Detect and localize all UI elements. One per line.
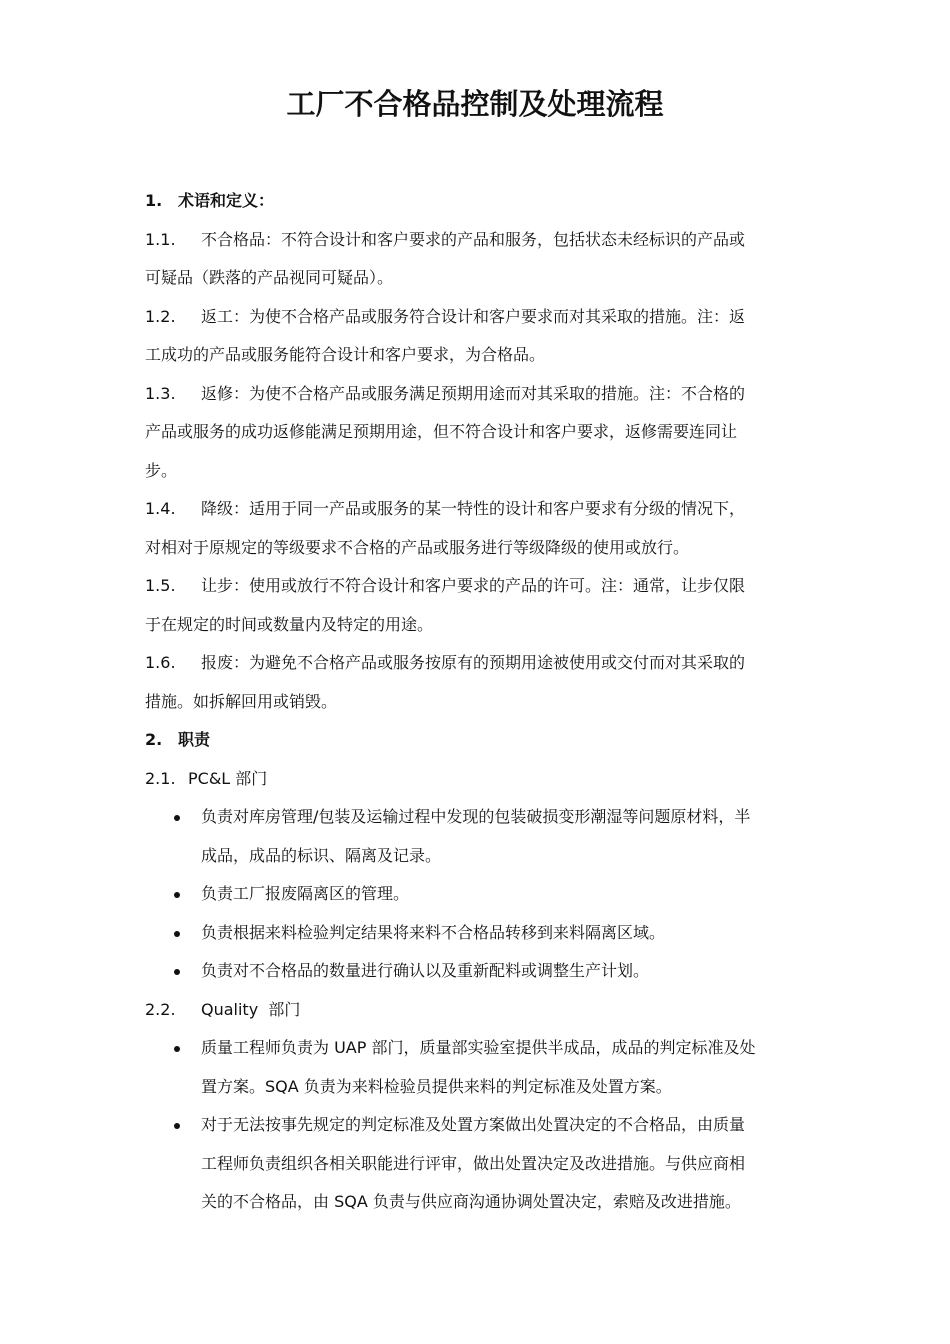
item-line: 工程师负责组织各相关职能进行评审，做出处置决定及改进措施。与供应商相 (201, 1153, 746, 1173)
term-item-1-3 (145, 375, 813, 491)
term-item-1-2 (145, 298, 813, 375)
item-line: 产品或服务的成功返修能满足预期用途，但不符合设计和客户要求，返修需要连同让 (145, 422, 738, 441)
item-line: 让步：使用或放行不符合设计和客户要求的产品的许可。注：通常，让步仅限 (201, 576, 746, 595)
subsection-heading-pcl (145, 760, 813, 799)
item-line: 措施。如拆解回用或销毁。 (145, 691, 338, 711)
list-item (145, 798, 813, 875)
list-item (145, 914, 813, 953)
subsection-heading-quality (145, 991, 813, 1030)
section-number: 1. (145, 191, 163, 210)
section-heading-text: 职责 (178, 730, 211, 749)
section-number: 2. (145, 730, 163, 749)
list-item (145, 1029, 813, 1106)
list-item (145, 952, 813, 991)
item-line: 质量工程师负责为 UAP 部门，质量部实验室提供半成品，成品的判定标准及处 (201, 1038, 756, 1057)
item-line: 对于无法按事先规定的判定标准及处置方案做出处置决定的不合格品，由质量 (201, 1115, 746, 1134)
quality-duty-list (145, 1029, 813, 1222)
item-line: 置方案。SQA 负责为来料检验员提供来料的判定标准及处置方案。 (201, 1076, 672, 1096)
list-item (145, 875, 813, 914)
item-line: 报废：为避免不合格产品或服务按原有的预期用途被使用或交付而对其采取的 (201, 653, 746, 672)
subsection-title: PC&L 部门 (188, 768, 268, 788)
section-heading-text: 术语和定义： (178, 191, 275, 210)
item-line: 可疑品（跌落的产品视同可疑品）。 (145, 268, 394, 287)
item-number: 1.5. (145, 576, 176, 595)
item-line: 返工：为使不合格产品或服务符合设计和客户要求而对其采取的措施。注：返 (201, 306, 746, 326)
item-number: 1.1. (145, 229, 176, 249)
item-line: 负责对不合格品的数量进行确认以及重新配料或调整生产计划。 (201, 961, 650, 980)
item-line: 负责根据来料检验判定结果将来料不合格品转移到来料隔离区域。 (201, 922, 666, 942)
list-item (145, 1106, 813, 1222)
subsection-number: 2.1. (145, 768, 176, 788)
item-line: 负责对库房管理/包装及运输过程中发现的包装破损变形潮湿等问题原材料，半 (201, 807, 751, 826)
item-line: 返修：为使不合格产品或服务满足预期用途而对其采取的措施。注：不合格的 (201, 383, 746, 403)
pcl-duty-list (145, 798, 813, 991)
item-number: 1.4. (145, 499, 176, 518)
item-line: 负责工厂报废隔离区的管理。 (201, 884, 410, 903)
document-title: 工厂不合格品控制及处理流程 (286, 87, 664, 121)
item-number: 1.3. (145, 383, 176, 403)
item-line: 步。 (145, 460, 178, 480)
term-item-1-6 (145, 644, 813, 721)
item-line: 关的不合格品，由 SQA 负责与供应商沟通协调处置决定，索赔及改进措施。 (201, 1192, 741, 1211)
section-heading-duties (145, 721, 813, 760)
item-number: 1.6. (145, 653, 176, 672)
term-item-1-1 (145, 221, 813, 298)
item-number: 1.2. (145, 306, 176, 326)
item-line: 对相对于原规定的等级要求不合格的产品或服务进行等级降级的使用或放行。 (145, 537, 690, 557)
document-body (145, 182, 813, 1222)
item-line: 降级：适用于同一产品或服务的某一特性的设计和客户要求有分级的情况下， (201, 499, 746, 518)
subsection-number: 2.2. (145, 999, 176, 1019)
item-line: 不合格品：不符合设计和客户要求的产品和服务，包括状态未经标识的产品或 (201, 229, 746, 249)
term-item-1-4 (145, 490, 813, 567)
term-item-1-5 (145, 567, 813, 644)
item-line: 工成功的产品或服务能符合设计和客户要求，为合格品。 (145, 345, 546, 364)
item-line: 成品，成品的标识、隔离及记录。 (201, 845, 442, 865)
section-heading-terms (145, 182, 813, 221)
subsection-title: Quality 部门 (201, 999, 301, 1019)
item-line: 于在规定的时间或数量内及特定的用途。 (145, 614, 434, 634)
